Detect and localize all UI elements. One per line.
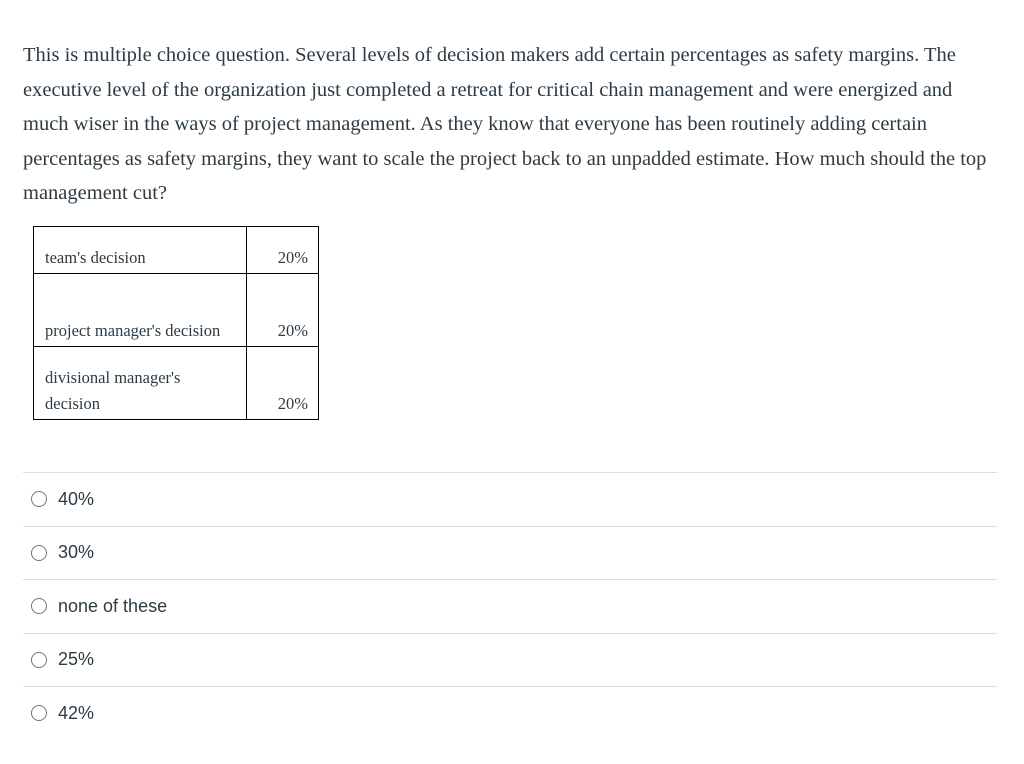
answer-list <box>23 472 997 740</box>
table-cell-value: 20% <box>247 347 319 420</box>
answer-label[interactable]: 42% <box>58 702 95 723</box>
table-cell-label: team's decision <box>34 227 247 274</box>
answer-label[interactable]: 30% <box>58 542 95 563</box>
radio-button[interactable] <box>31 545 47 561</box>
table-cell-value: 20% <box>247 274 319 347</box>
answer-option[interactable] <box>23 579 997 633</box>
answer-option[interactable] <box>23 526 997 580</box>
radio-button[interactable] <box>31 705 47 721</box>
table-row <box>34 274 319 347</box>
answer-label[interactable]: 40% <box>58 488 95 509</box>
radio-button[interactable] <box>31 652 47 668</box>
answer-option[interactable] <box>23 472 997 526</box>
answer-label[interactable]: none of these <box>58 595 168 616</box>
margins-table <box>33 226 319 420</box>
answer-option[interactable] <box>23 633 997 687</box>
table-cell-value: 20% <box>247 227 319 274</box>
question-text: This is multiple choice question. Several levels of decision makers add certain percentages as safety margins. The executive level of the organization just completed a retreat for critical chain management and were energized and much wiser in the ways of project management. As they know that everyone has been routinely adding certain percentages as safety margins, they want to scale the project back to an unpadded estimate. How much should the top management cut? <box>23 44 987 204</box>
radio-button[interactable] <box>31 491 47 507</box>
table-cell-label: divisional manager's decision <box>34 347 247 420</box>
answer-option[interactable] <box>23 686 997 740</box>
table-row <box>34 347 319 420</box>
table-row <box>34 227 319 274</box>
table-cell-label: project manager's decision <box>34 274 247 347</box>
answer-label[interactable]: 25% <box>58 649 95 670</box>
radio-button[interactable] <box>31 598 47 614</box>
